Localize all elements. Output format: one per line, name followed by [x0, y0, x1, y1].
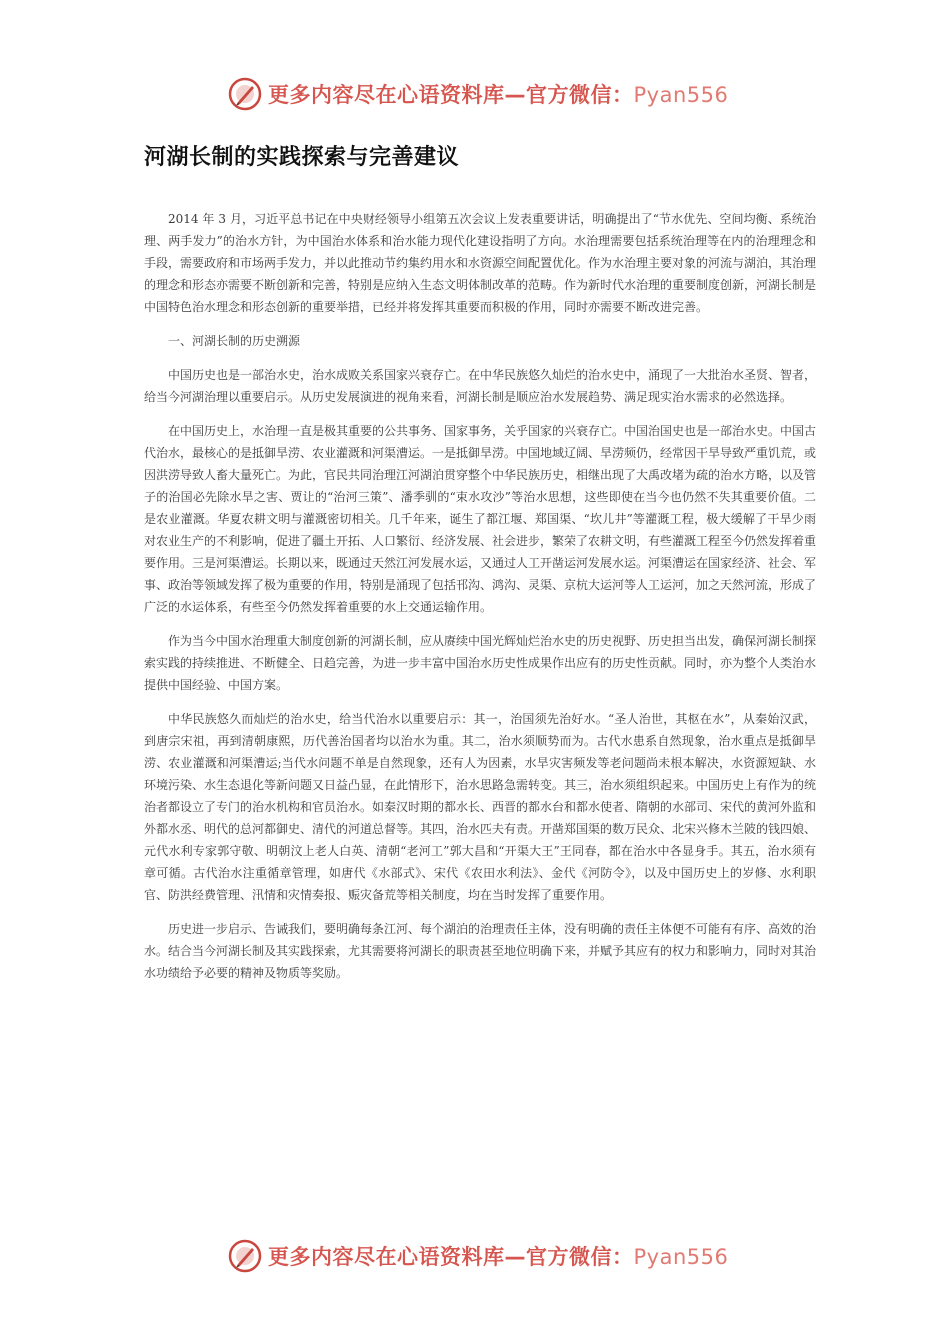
watermark-text: 更多内容尽在心语资料库—官方微信：Pyan556 [268, 1245, 729, 1269]
document-body [144, 208, 816, 996]
intro-paragraph: 2014 年 3 月，习近平总书记在中央财经领导小组第五次会议上发表重要讲话，明确提出了“节水优先、空间均衡、系统治理、两手发力”的治水方针，为中国治水体系和治水能力现代化建设指明了方向。水治理需要包括系统治理等在内的治理理念和手段，需要政府和市场两手发力，并以此推动节约集约用水和水资源空间配置优化。作为水治理主要对象的河流与湖泊，其治理的理念和形态亦需要不断创新和完善，特别是应纳入生态文明体制改革的范畴。作为新时代水治理的重要制度创新，河湖长制是中国特色治水理念和形态创新的重要举措，已经并将发挥其重要而积极的作用，同时亦需要不断改进完善。 [144, 212, 817, 314]
watermark-banner-top [228, 74, 728, 114]
pen-logo-icon [228, 77, 262, 111]
body-paragraph: 在中国历史上，水治理一直是极其重要的公共事务、国家事务，关乎国家的兴衰存亡。中国治国史也是一部治水史。中国古代治水，最核心的是抵御旱涝、农业灌溉和河渠漕运。一是抵御旱涝。中国地域辽阔、旱涝频仍，经常因干旱导致严重饥荒，或因洪涝导致人畜大量死亡。为此，官民共同治理江河湖泊贯穿整个中华民族历史，相继出现了大禹改堵为疏的治水方略，以及管子的治国必先除水旱之害、贾让的“治河三策”、潘季驯的“束水攻沙”等治水思想，这些即使在当今也仍然不失其重要价值。二是农业灌溉。华夏农耕文明与灌溉密切相关。几千年来，诞生了都江堰、郑国渠、“坎儿井”等灌溉工程，极大缓解了干旱少雨对农业生产的不利影响，促进了疆土开拓、人口繁衍、经济发展、社会进步，繁荣了农耕文明，有些灌溉工程至今仍然发挥着重要作用。三是河渠漕运。长期以来，既通过天然江河发展水运，又通过人工开凿运河发展水运。河渠漕运在国家经济、社会、军事、政治等领域发挥了极为重要的作用，特别是涌现了包括邗沟、鸿沟、灵渠、京杭大运河等人工运河，加之天然河流，形成了广泛的水运体系，有些至今仍然发挥着重要的水上交通运输作用。 [144, 424, 817, 614]
body-paragraph: 作为当今中国水治理重大制度创新的河湖长制，应从赓续中国光辉灿烂治水史的历史视野、历史担当出发，确保河湖长制探索实践的持续推进、不断健全、日趋完善，为进一步丰富中国治水历史性成果作出应有的历史性贡献。同时，亦为整个人类治水提供中国经验、中国方案。 [144, 634, 817, 692]
body-paragraph: 中华民族悠久而灿烂的治水史，给当代治水以重要启示：其一，治国须先治好水。“圣人治世，其枢在水”，从秦始汉武，到唐宗宋祖，再到清朝康熙，历代善治国者均以治水为重。其二，治水须顺势而为。古代水患系自然现象，治水重点是抵御旱涝、农业灌溉和河渠漕运;当代水问题不单是自然现象，还有人为因素，水旱灾害频发等老问题尚未根本解决，水资源短缺、水环境污染、水生态退化等新问题又日益凸显，在此情形下，治水思路急需转变。其三，治水须组织起来。中国历史上有作为的统治者都设立了专门的治水机构和官员治水。如秦汉时期的都水长、西晋的都水台和都水使者、隋朝的水部司、宋代的黄河外监和外都水丞、明代的总河都御史、清代的河道总督等。其四，治水匹夫有责。开凿郑国渠的数万民众、北宋兴修木兰陂的钱四娘、元代水利专家郭守敬、明朝汶上老人白英、清朝“老河工”郭大昌和“开渠大王”王同春，都在治水中各显身手。其五，治水须有章可循。古代治水注重循章管理，如唐代《水部式》、宋代《农田水利法》、金代《河防令》，以及中国历史上的岁修、水利职官、防洪经费管理、汛情和灾情奏报、赈灾备荒等相关制度，均在当时发挥了重要作用。 [144, 712, 817, 902]
pen-logo-icon [228, 1239, 262, 1273]
watermark-text: 更多内容尽在心语资料库—官方微信：Pyan556 [268, 83, 729, 107]
body-paragraph: 历史进一步启示、告诫我们，要明确每条江河、每个湖泊的治理责任主体，没有明确的责任主体便不可能有有序、高效的治水。结合当今河湖长制及其实践探索，尤其需要将河湖长的职责甚至地位明确下来，并赋予其应有的权力和影响力，同时对其治水功绩给予必要的精神及物质等奖励。 [144, 922, 817, 980]
watermark-banner-bottom [228, 1236, 728, 1276]
section-heading: 一、河湖长制的历史溯源 [168, 334, 301, 348]
document-title: 河湖长制的实践探索与完善建议 [144, 145, 460, 170]
body-paragraph: 中国历史也是一部治水史，治水成败关系国家兴衰存亡。在中华民族悠久灿烂的治水史中，涌现了一大批治水圣贤、智者，给当今河湖治理以重要启示。从历史发展演进的视角来看，河湖长制是顺应治水发展趋势、满足现实治水需求的必然选择。 [144, 368, 817, 404]
